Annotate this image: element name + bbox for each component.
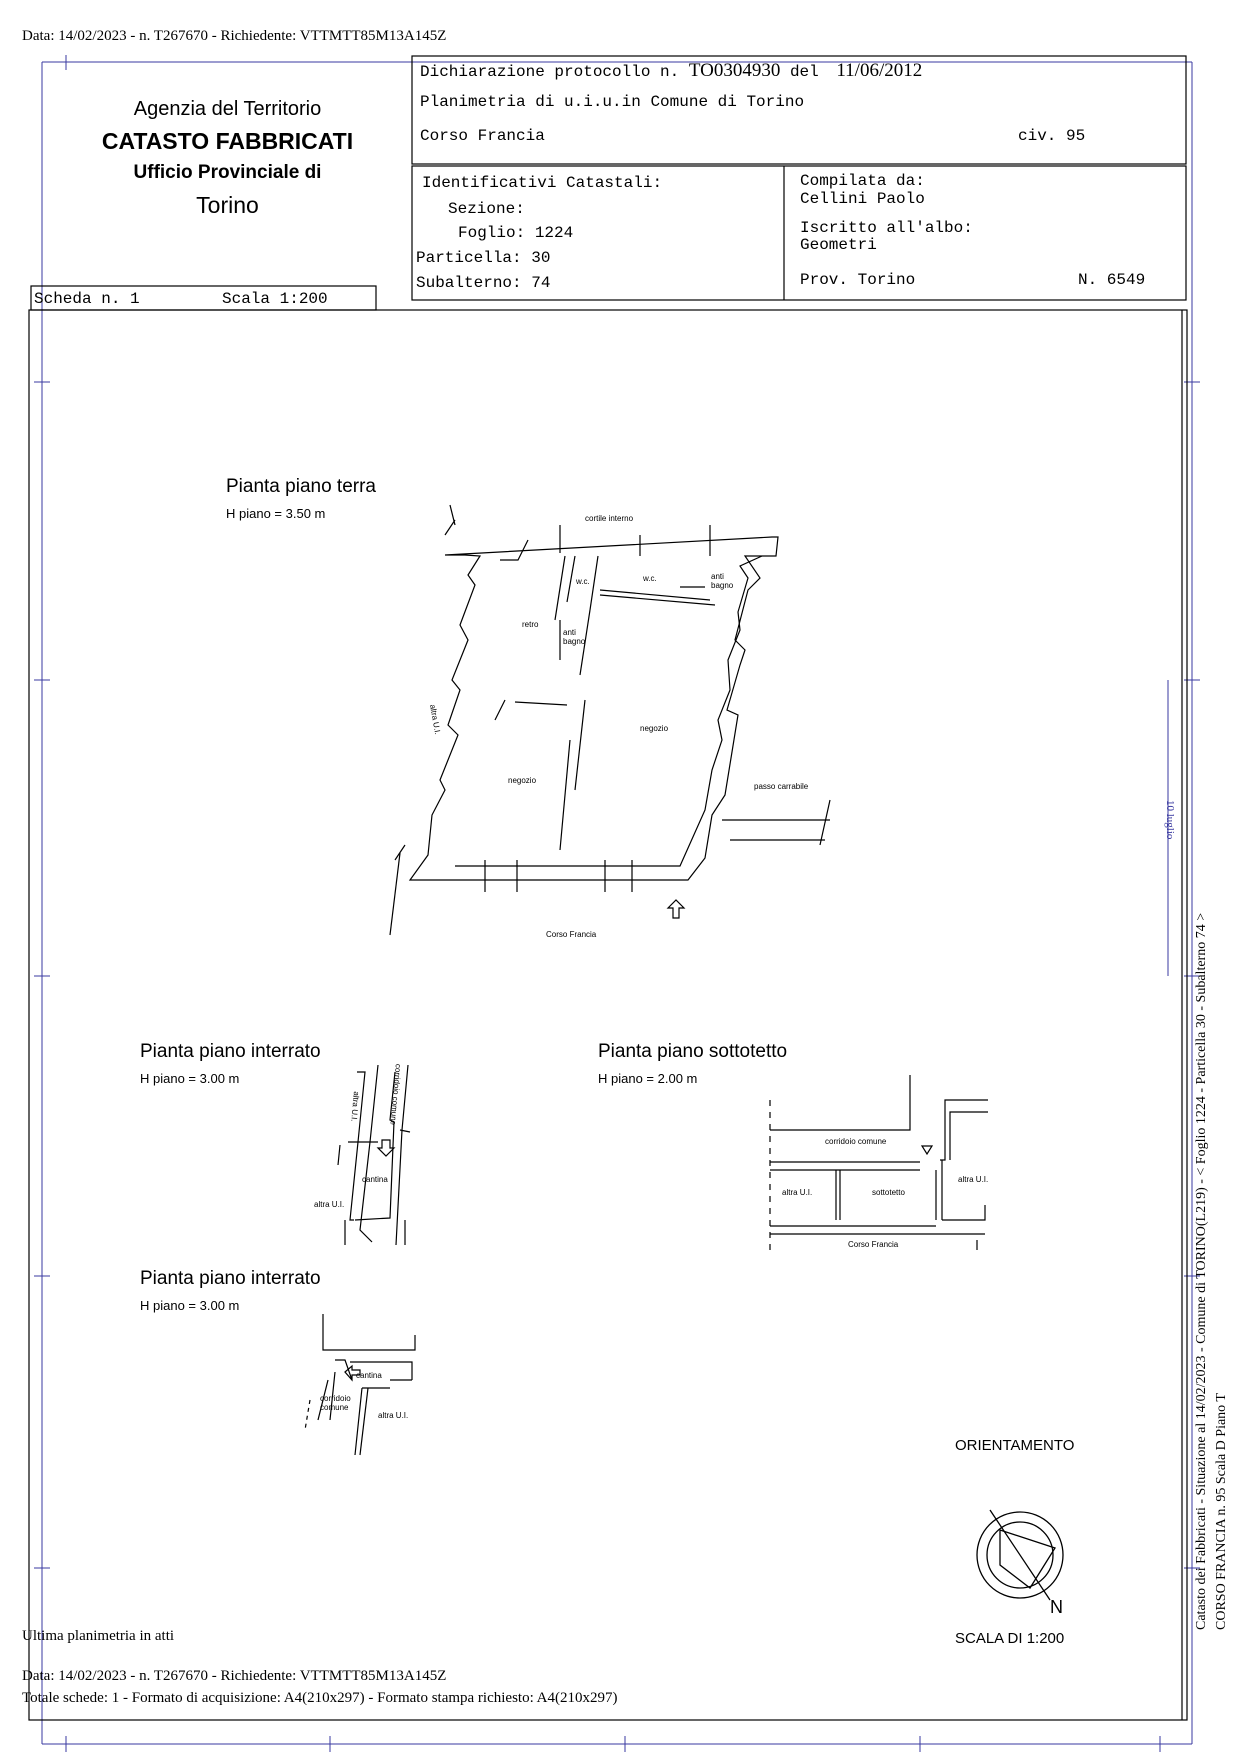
plan-interrato1-height: H piano = 3.00 m [140, 1071, 240, 1086]
label-s-altra-right: altra U.I. [958, 1175, 989, 1184]
particella-field: Particella: 30 [416, 249, 551, 267]
scala-label: Scala 1:200 [222, 290, 328, 308]
label-negozio-right: negozio [640, 724, 669, 733]
side-text-line2: CORSO FRANCIA n. 95 Scala D Piano T [1214, 1393, 1229, 1630]
label-i2-cantina: cantina [356, 1371, 382, 1380]
iscritto-label: Iscritto all'albo: [800, 219, 973, 237]
plan-interrato1-title: Pianta piano interrato [140, 1041, 321, 1062]
label-i2-altra: altra U.I. [378, 1411, 409, 1420]
protocol-date: 11/06/2012 [836, 60, 923, 81]
label-i1-cantina: cantina [362, 1175, 388, 1184]
agency-line2: CATASTO FABBRICATI [101, 128, 354, 154]
civic-number: civ. 95 [1018, 127, 1086, 145]
compilata-name: Cellini Paolo [800, 190, 925, 208]
plan-sottotetto-drawing [770, 1075, 988, 1250]
planimetria-line: Planimetria di u.i.u.in Comune di Torino [420, 93, 805, 111]
foglio-field: Foglio: 1224 [458, 224, 574, 242]
label-wc2: w.c. [643, 574, 657, 583]
ultima-planimetria: Ultima planimetria in atti [22, 1628, 175, 1644]
north-label: N [1050, 1597, 1063, 1617]
compilata-label: Compilata da: [800, 172, 925, 190]
scala-label-orient: SCALA DI 1:200 [955, 1630, 1065, 1647]
label-i1-corridoio: corridoio comune [388, 1063, 403, 1126]
footer-data: Data: 14/02/2023 - n. T267670 - Richiedente: VTTMTT85M13A145Z [22, 1668, 447, 1684]
compass-drawing [977, 1510, 1063, 1600]
header-boxes [29, 56, 1187, 1720]
plan-interrato2-height: H piano = 3.00 m [140, 1298, 240, 1313]
side-stamp: 10 luglio [1164, 800, 1176, 840]
albo-value: Geometri [800, 236, 877, 254]
label-antibagno2: anti bagno [563, 628, 586, 646]
label-passo-carrabile: passo carrabile [754, 782, 809, 791]
sezione-field: Sezione: [448, 200, 525, 218]
footer-totale: Totale schede: 1 - Formato di acquisizione: A4(210x297) - Formato stampa richiesto: A4(210x297) [22, 1690, 618, 1706]
plan-interrato2-title: Pianta piano interrato [140, 1268, 321, 1289]
orientamento-title: ORIENTAMENTO [955, 1437, 1075, 1454]
agency-line4: Torino [196, 192, 259, 218]
protocol-number: TO0304930 [688, 60, 781, 81]
plan-sottotetto-title: Pianta piano sottotetto [598, 1041, 788, 1062]
agency-line3: Ufficio Provinciale di [133, 162, 322, 183]
scheda-label: Scheda n. 1 [34, 290, 140, 308]
label-altra-ui: altra U.I. [428, 703, 443, 736]
side-text-line1: Catasto dei Fabbricati - Situazione al 14/02/2023 - Comune di TORINO(L219) - < Foglio 1224 - Particella 30 - Subalterno 74 > [1194, 912, 1209, 1630]
label-corso-francia-terra: Corso Francia [546, 930, 597, 939]
label-i1-altra-left: altra U.I. [314, 1200, 345, 1209]
label-negozio-left: negozio [508, 776, 537, 785]
label-s-altra-left: altra U.I. [782, 1188, 813, 1197]
plan-sottotetto-height: H piano = 2.00 m [598, 1071, 698, 1086]
top-request-line: Data: 14/02/2023 - n. T267670 - Richiedente: VTTMTT85M13A145Z [22, 28, 447, 44]
identificativi-title: Identificativi Catastali: [422, 174, 663, 192]
label-cortile: cortile interno [585, 514, 634, 523]
label-antibagno1: anti bagno [711, 572, 734, 590]
subalterno-field: Subalterno: 74 [416, 274, 551, 292]
protocol-line [420, 60, 922, 82]
agency-line1: Agenzia del Territorio [133, 98, 322, 120]
plan-terra-height: H piano = 3.50 m [226, 506, 326, 521]
street-name: Corso Francia [420, 127, 545, 145]
label-s-corso: Corso Francia [848, 1240, 899, 1249]
label-i1-altra-top: altra U.I. [349, 1091, 361, 1122]
albo-number: N. 6549 [1078, 271, 1146, 289]
plan-terra-title: Pianta piano terra [226, 476, 376, 497]
label-wc1: w.c. [576, 577, 590, 586]
prov-value: Prov. Torino [800, 271, 916, 289]
label-retro: retro [522, 620, 539, 629]
label-s-sottotetto: sottotetto [872, 1188, 905, 1197]
label-s-corridoio: corridoio comune [825, 1137, 887, 1146]
plan-terra-drawing [390, 505, 830, 935]
protocol-label: Dichiarazione protocollo n. [420, 63, 680, 81]
plan-interrato2-drawing [305, 1314, 415, 1455]
label-i2-corridoio: corridoio comune [320, 1394, 351, 1412]
protocol-del: del [789, 63, 819, 81]
